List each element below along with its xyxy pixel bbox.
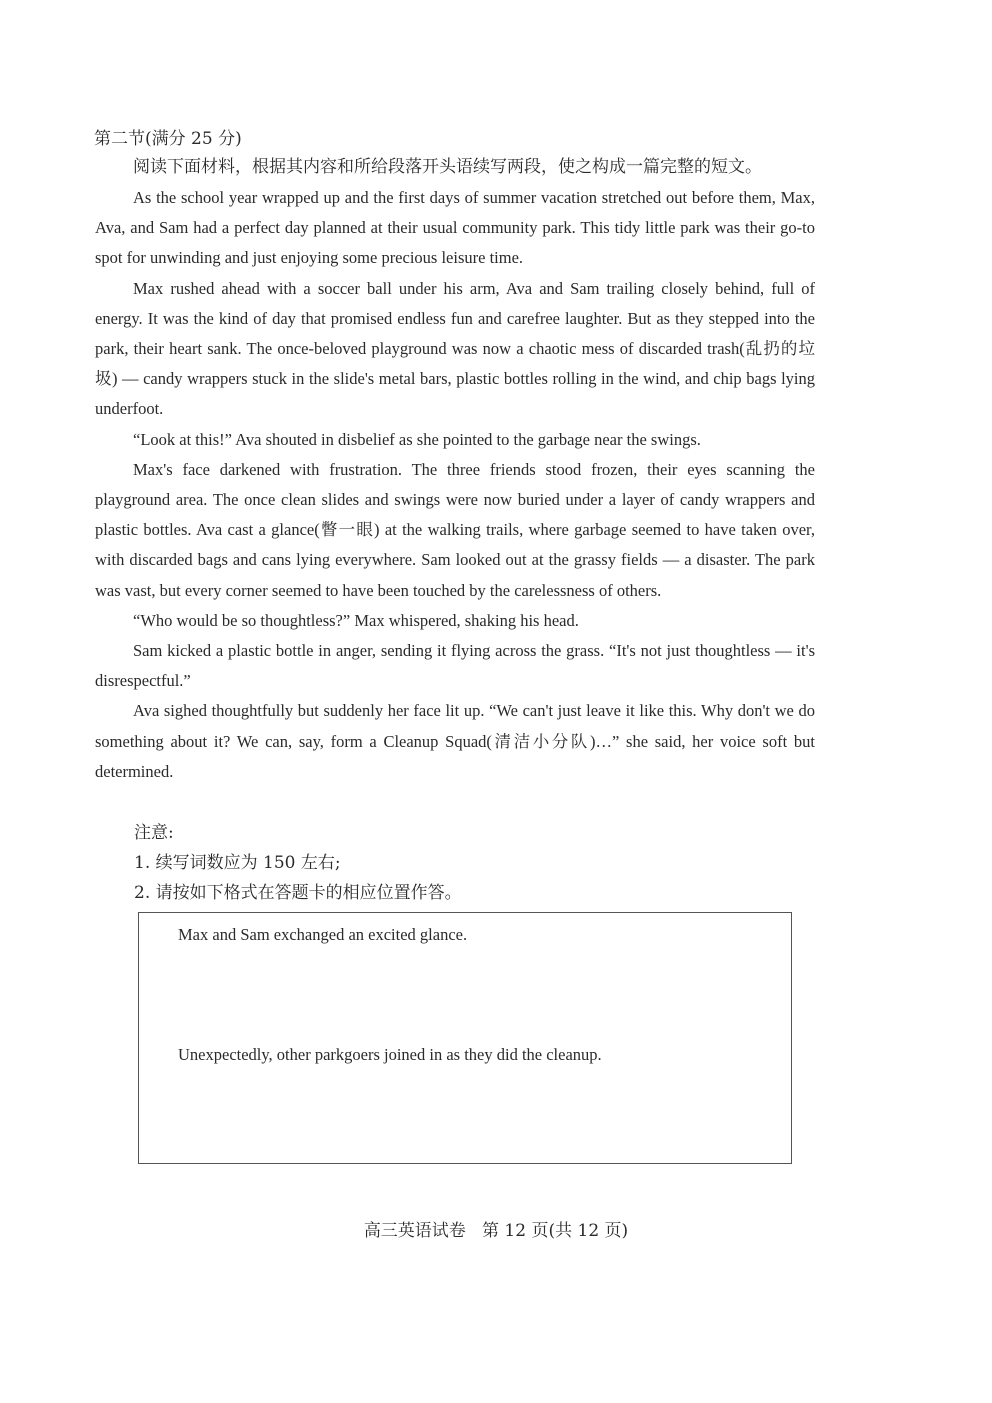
passage-paragraph: Ava sighed thoughtfully but suddenly her face lit up. “We can't just leave it like this. Why don't we do something about it? We can, say, form a Cleanup Squad(清洁小分队)…” she said, her voice soft but determined. — [95, 701, 815, 781]
passage-paragraph: “Look at this!” Ava shouted in disbelief as she pointed to the garbage near the swings. — [133, 429, 701, 449]
passage-paragraph: Sam kicked a plastic bottle in anger, sending it flying across the grass. “It's not just thoughtless — it's disrespectful.” — [95, 641, 815, 691]
passage-paragraph: Max rushed ahead with a soccer ball under his arm, Ava and Sam trailing closely behind, full of energy. It was the kind of day that promised endless fun and carefree laughter. But as they stepped into the park, their heart sank. The once-beloved playground was now a chaotic mess of discarded trash(乱扔的垃圾) — candy wrappers stuck in the slide's metal bars, plastic bottles rolling in the wind, and chip bags lying underfoot. — [95, 278, 815, 419]
passage-paragraph: As the school year wrapped up and the first days of summer vacation stretched out before them, Max, Ava, and Sam had a perfect day planned at their usual community park. This tidy little park was their go-to spot for unwinding and just enjoying some precious leisure time. — [95, 188, 815, 268]
page-footer: 高三英语试卷 第 12 页(共 12 页) — [363, 1221, 629, 1241]
notes-section — [134, 818, 462, 908]
note-item: 1. 续写词数应为 150 左右; — [134, 853, 341, 873]
notes-heading: 注意: — [134, 823, 174, 843]
reading-passage — [95, 183, 815, 787]
paragraph-1-opening: Max and Sam exchanged an excited glance. — [178, 925, 468, 944]
note-item: 2. 请按如下格式在答题卡的相应位置作答。 — [134, 883, 462, 903]
passage-paragraph: Max's face darkened with frustration. The three friends stood frozen, their eyes scanning the playground area. The once clean slides and swings were now buried under a layer of candy wrappers and plastic bottles. Ava cast a glance(瞥一眼) at the walking trails, where garbage seemed to have taken over, with discarded bags and cans lying everywhere. Sam looked out at the grassy fields — a disaster. The park was vast, but every corner seemed to have been touched by the carelessness of others. — [95, 459, 815, 600]
task-instruction: 阅读下面材料，根据其内容和所给段落开头语续写两段，使之构成一篇完整的短文。 — [133, 157, 762, 177]
section-title: 第二节(满分 25 分) — [94, 129, 242, 149]
passage-paragraph: “Who would be so thoughtless?” Max whispered, shaking his head. — [133, 610, 579, 630]
paragraph-2-opening: Unexpectedly, other parkgoers joined in as they did the cleanup. — [178, 1045, 602, 1064]
answer-box — [138, 912, 792, 1164]
